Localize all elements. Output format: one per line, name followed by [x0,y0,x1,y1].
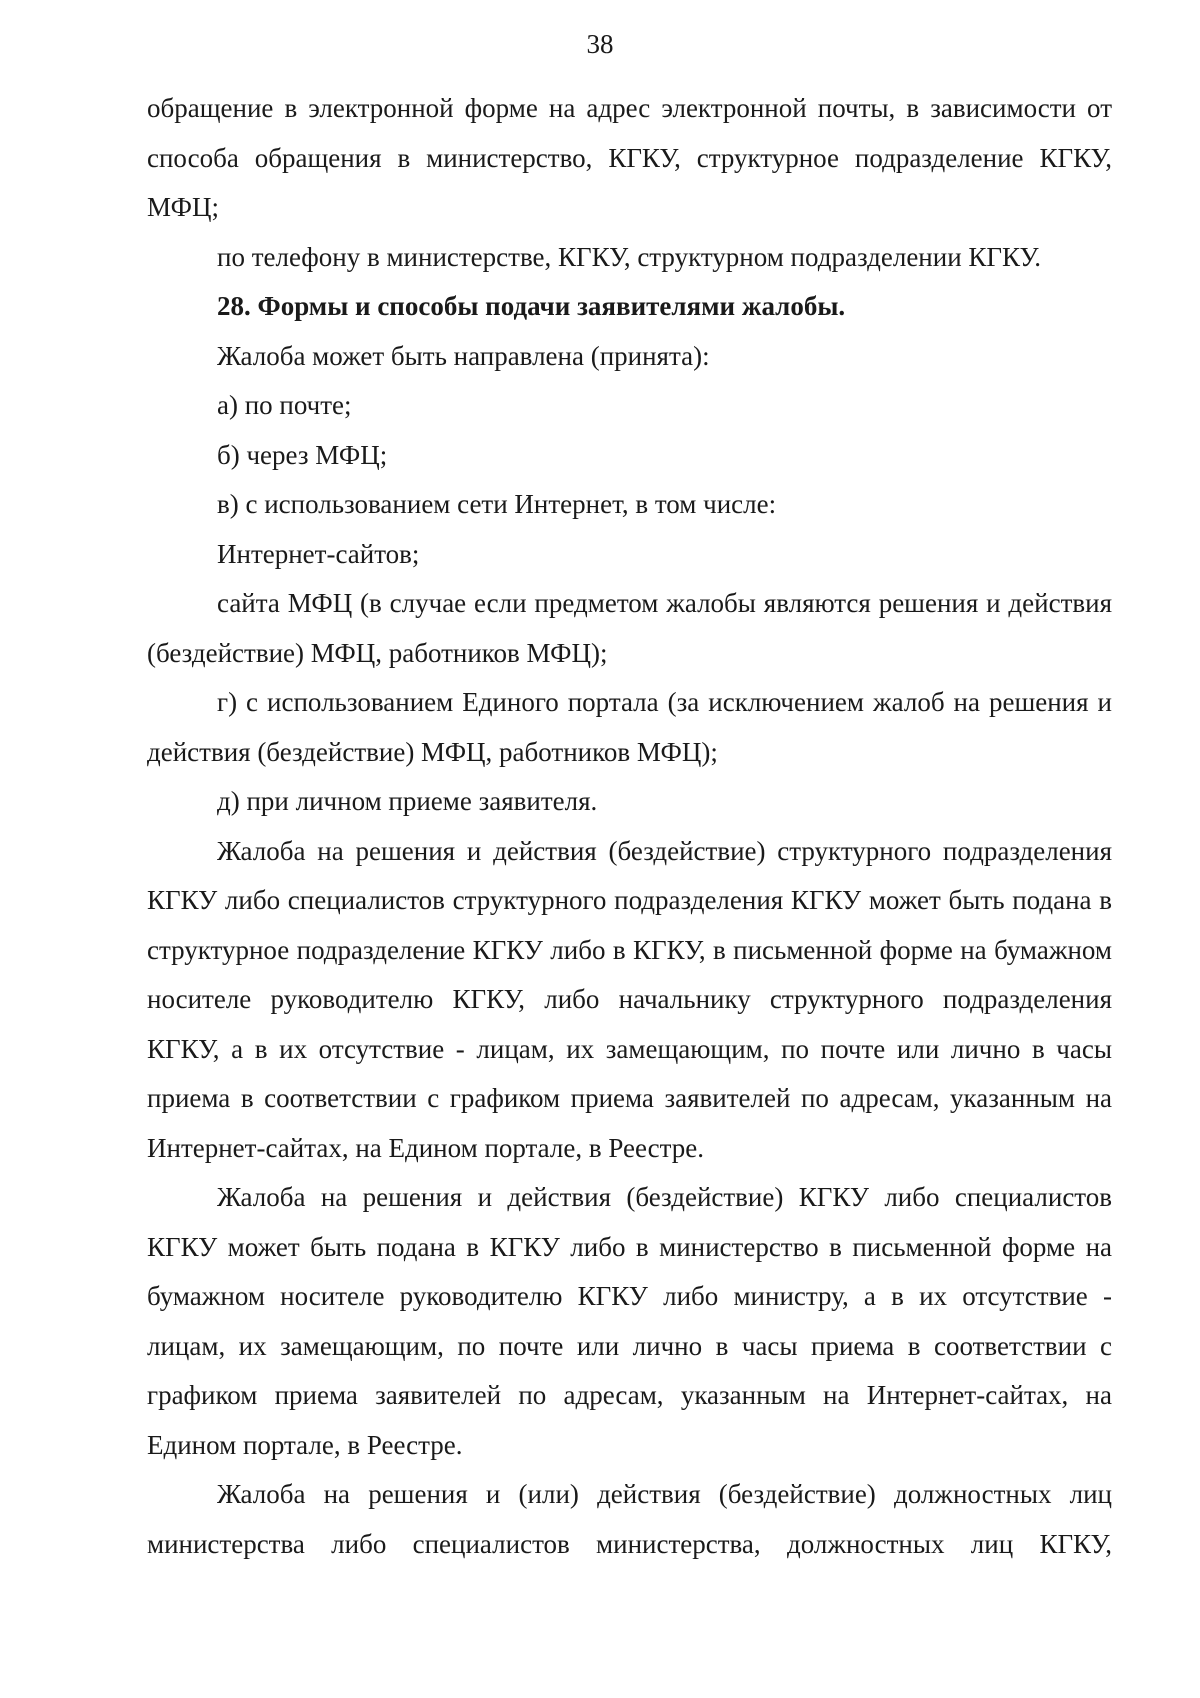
page-number: 38 [586,29,614,59]
document-body [147,84,1112,1569]
paragraph-complaint-intro: Жалоба может быть направлена (принята): [217,340,710,371]
paragraph-kgku: Жалоба на решения и действия (бездействие) КГКУ либо специалистов КГКУ может быть подана в КГКУ либо в министерство в письменной форме на бумажном носителе руководителю КГКУ либо министру, а в их отсутствие - лицам, их замещающим, по почте или лично в часы приема в соответствии с графиком приема заявителей по адресам, указанным на Интернет-сайтах, на Едином портале, в Реестре. [147,1182,1112,1460]
paragraph-continuation: обращение в электронной форме на адрес электронной почты, в зависимости от способа обращения в министерство, КГКУ, структурное подразделение КГКУ, МФЦ; [147,93,1112,222]
section-heading: 28. Формы и способы подачи заявителями жалобы. [217,291,846,321]
list-item-mfc-site: сайта МФЦ (в случае если предметом жалобы являются решения и действия (бездействие) МФЦ, работников МФЦ); [147,588,1112,668]
paragraph-ministry: Жалоба на решения и (или) действия (бездействие) должностных лиц министерства либо специалистов министерства, должностных лиц КГКУ, [147,1479,1112,1559]
list-item-b: б) через МФЦ; [217,439,388,470]
paragraph-phone: по телефону в министерстве, КГКУ, структурном подразделении КГКУ. [217,241,1041,272]
paragraph-structural-division: Жалоба на решения и действия (бездействие) структурного подразделения КГКУ либо специалистов структурного подразделения КГКУ может быть подана в структурное подразделение КГКУ либо в КГКУ, в письменной форме на бумажном носителе руководителю КГКУ, либо начальнику структурного подразделения КГКУ, а в их отсутствие - лицам, их замещающим, по почте или лично в часы приема в соответствии с графиком приема заявителей по адресам, указанным на Интернет-сайтах, на Едином портале, в Реестре. [147,835,1112,1163]
list-item-d: г) с использованием Единого портала (за исключением жалоб на решения и действия (бездействие) МФЦ, работников МФЦ); [147,687,1112,767]
list-item-internet-sites: Интернет-сайтов; [217,538,420,569]
list-item-e: д) при личном приеме заявителя. [217,786,598,816]
list-item-c: в) с использованием сети Интернет, в том числе: [217,489,777,519]
list-item-a: а) по почте; [217,390,352,420]
